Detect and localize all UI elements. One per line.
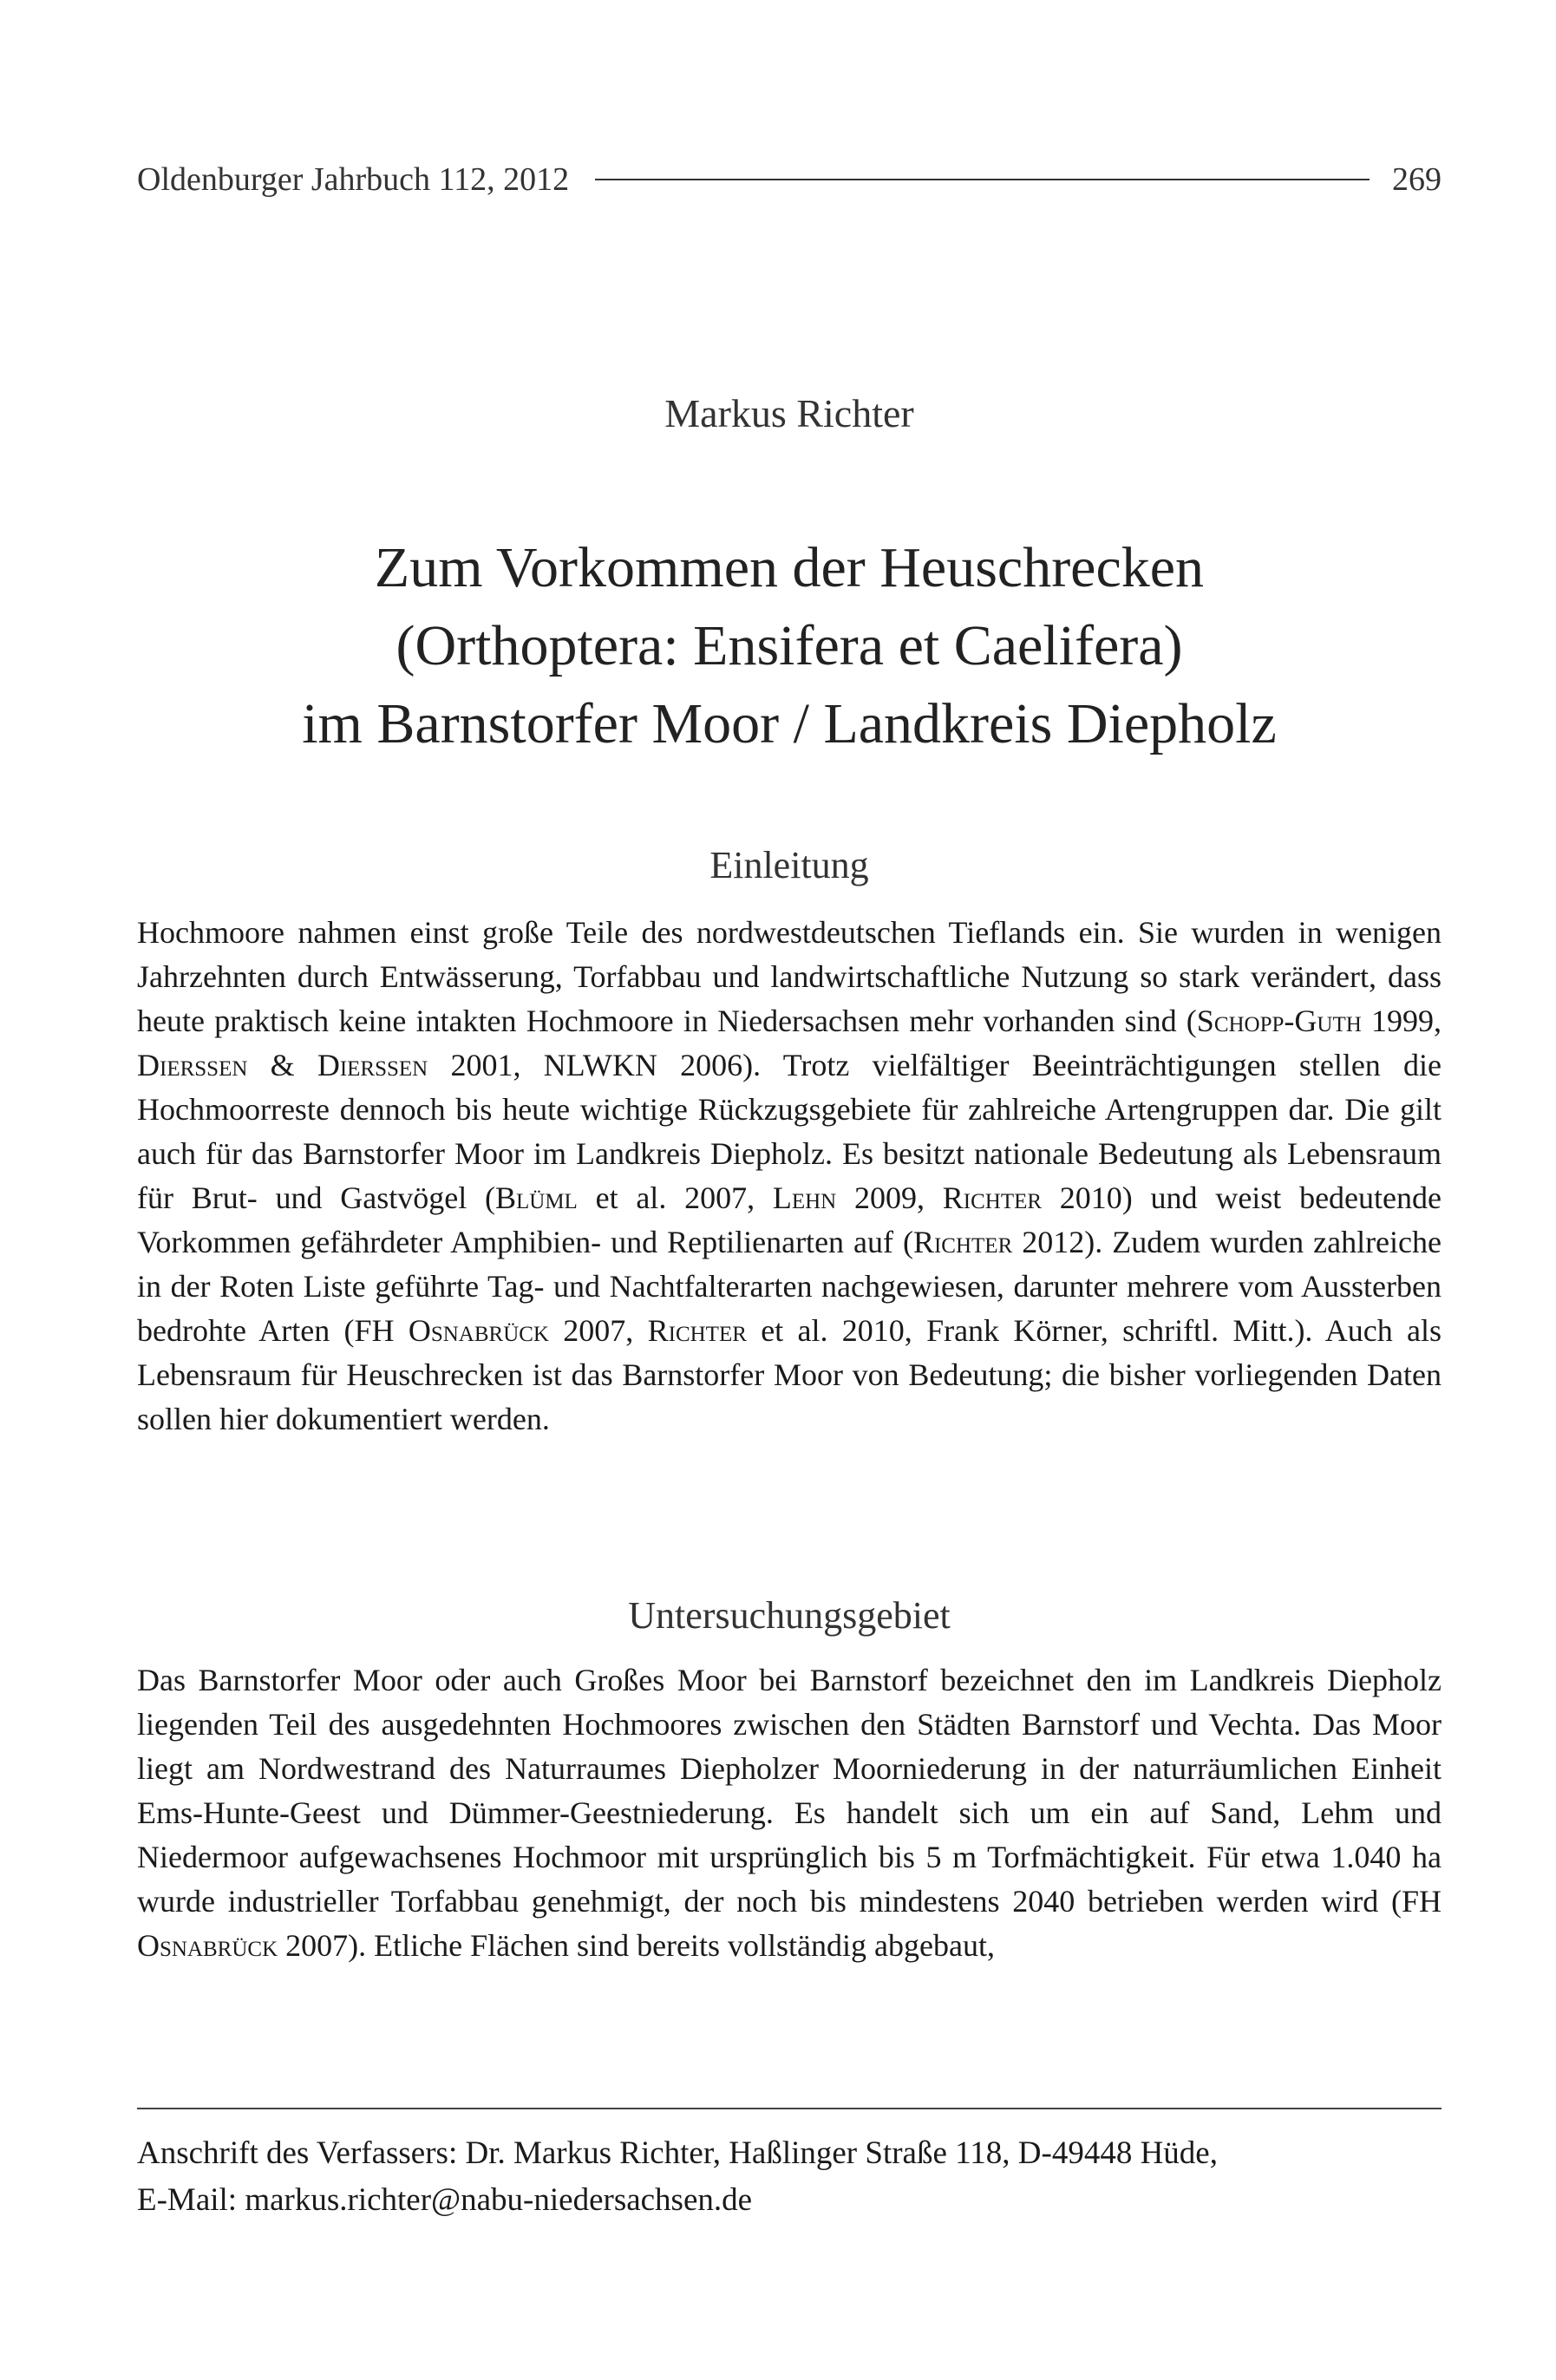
author-address-footnote xyxy=(137,2130,1442,2224)
citation-author: Richter xyxy=(942,1180,1043,1215)
citation-author: Dierssen xyxy=(317,1048,428,1082)
footnote-address-line: Anschrift des Verfassers: Dr. Markus Richter, Haßlinger Straße 118, D-49448 Hüde, xyxy=(137,2135,1218,2171)
journal-title: Oldenburger Jahrbuch 112, 2012 xyxy=(137,161,570,198)
footnote-rule xyxy=(137,2108,1442,2109)
header-rule xyxy=(595,179,1370,180)
citation-author: Schopp-Guth xyxy=(1196,1004,1362,1038)
citation-author: Osnabrück xyxy=(408,1313,549,1348)
title-line-3: im Barnstorfer Moor / Landkreis Diepholz xyxy=(302,692,1277,755)
citation-author: Osnabrück xyxy=(137,1928,278,1963)
citation-author: Richter xyxy=(647,1313,747,1348)
title-line-1: Zum Vorkommen der Heuschrecken xyxy=(374,536,1205,599)
intro-paragraph: Hochmoore nahmen einst große Teile des nordwestdeutschen Tieflands ein. Sie wurden in wenigen Jahrzehnten durch Entwässerung, Torfabbau und landwirtschaftliche Nutzung so stark verändert, dass heute praktisch keine intakten Hochmoore in Niedersachsen mehr vorhanden sind (Schopp-Guth 1999, Dierssen & Dierssen 2001, NLWKN 2006). Trotz vielfältiger Beeinträchtigungen stellen die Hochmoorreste dennoch bis heute wichtige Rückzugsgebiete für zahlreiche Artengruppen dar. Die gilt auch für das Barnstorfer Moor im Landkreis Diepholz. Es besitzt nationale Bedeutung als Lebensraum für Brut- und Gastvögel (Blüml et al. 2007, Lehn 2009, Richter 2010) und weist bedeutende Vorkommen gefährdeter Amphibien- und Reptilienarten auf (Richter 2012). Zudem wurden zahlreiche in der Roten Liste geführte Tag- und Nachtfalterarten nachgewiesen, darunter mehrere vom Aussterben bedrohte Arten (FH Osnabrück 2007, Richter et al. 2010, Frank Körner, schriftl. Mitt.). Auch als Lebensraum für Heuschrecken ist das Barnstorfer Moor von Bedeutung; die bisher vorliegenden Daten sollen hier dokumentiert werden. xyxy=(137,915,1442,1436)
section-heading-study-area: Untersuchungsgebiet xyxy=(628,1594,951,1637)
citation-author: Blüml xyxy=(494,1180,578,1215)
article-title xyxy=(137,529,1442,763)
author-name: Markus Richter xyxy=(664,391,914,435)
section-heading-intro: Einleitung xyxy=(709,844,869,886)
running-head xyxy=(137,159,1442,200)
citation-author: Richter xyxy=(912,1225,1013,1259)
footnote-email-line: E-Mail: markus.richter@nabu-niedersachsen.de xyxy=(137,2182,753,2218)
page-number: 269 xyxy=(1392,161,1442,198)
study-area-paragraph: Das Barnstorfer Moor oder auch Großes Moor bei Barnstorf bezeichnet den im Landkreis Diepholz liegenden Teil des ausgedehnten Hochmoores zwischen den Städten Barnstorf und Vechta. Das Moor liegt am Nordwestrand des Naturraumes Diepholzer Moorniederung in der naturräumlichen Einheit Ems-Hunte-Geest und Dümmer-Geestniederung. Es handelt sich um ein auf Sand, Lehm und Niedermoor aufgewachsenes Hochmoor mit ursprünglich bis 5 m Torfmächtigkeit. Für etwa 1.040 ha wurde industrieller Torfabbau genehmigt, der noch bis mindestens 2040 betrieben werden wird (FH Osnabrück 2007). Etliche Flächen sind bereits vollständig abgebaut, xyxy=(137,1663,1442,1963)
citation-author: Dierssen xyxy=(137,1048,248,1082)
page xyxy=(137,0,1442,2380)
title-line-2: (Orthoptera: Ensifera et Caelifera) xyxy=(396,614,1183,677)
citation-author: Lehn xyxy=(772,1180,837,1215)
